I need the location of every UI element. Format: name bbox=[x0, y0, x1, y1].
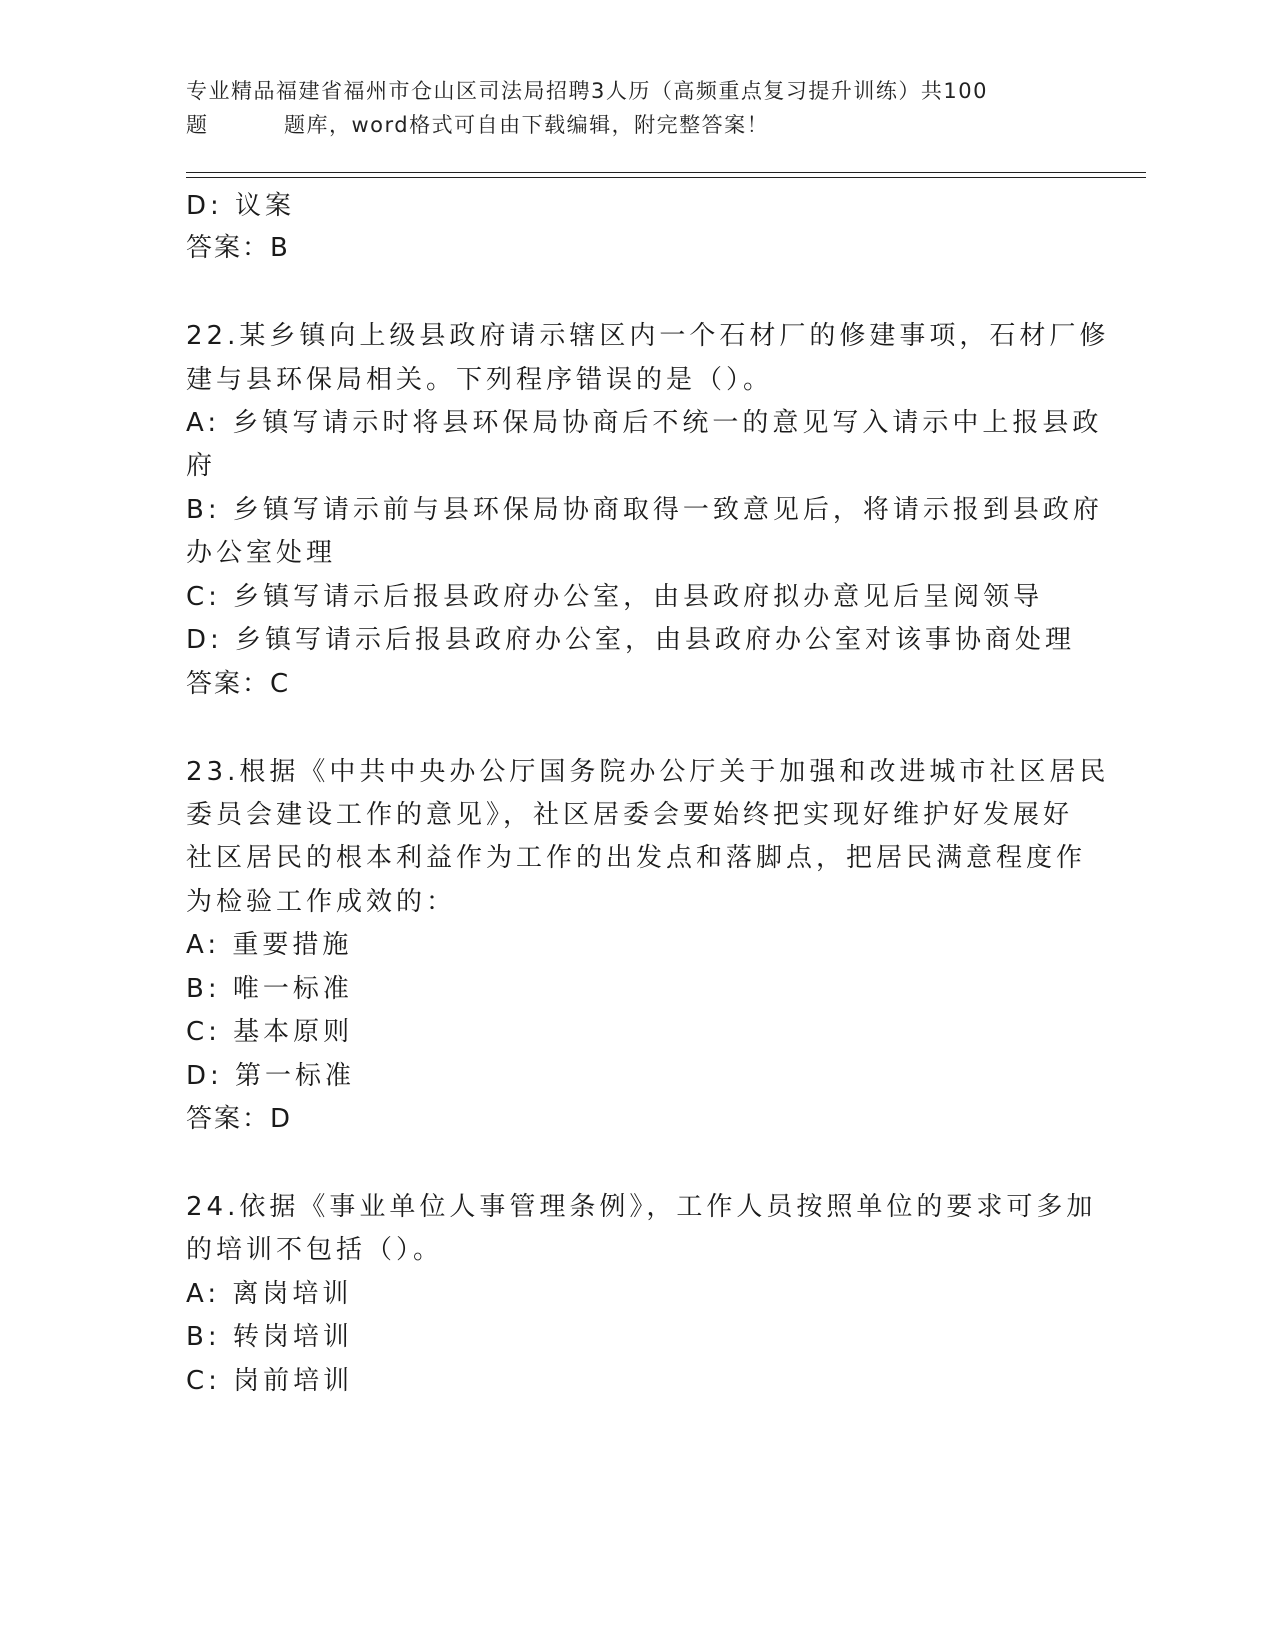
q24-option-a: A: 离岗培训 bbox=[186, 1279, 353, 1309]
q23-stem-line-2: 委员会建设工作的意见》，社区居委会要始终把实现好维护好发展好 bbox=[186, 800, 1074, 830]
header-rule-bottom bbox=[186, 177, 1146, 178]
header-subtitle-text: 题库，word格式可自由下载编辑，附完整答案！ bbox=[284, 113, 770, 137]
q22-option-b-line-1: B: 乡镇写请示前与县环保局协商取得一致意见后，将请示报到县政府 bbox=[186, 495, 1103, 525]
q23-option-d: D: 第一标准 bbox=[186, 1061, 356, 1091]
q22-option-c: C: 乡镇写请示后报县政府办公室，由县政府拟办意见后呈阅领导 bbox=[186, 582, 1044, 612]
q22-stem-line-1: 22.某乡镇向上级县政府请示辖区内一个石材厂的修建事项，石材厂修 bbox=[186, 321, 1110, 351]
header-title-line: 专业精品福建省福州市仓山区司法局招聘3人历（高频重点复习提升训练）共100 bbox=[186, 79, 988, 103]
q22-answer: 答案：C bbox=[186, 669, 291, 699]
q22-stem-line-2: 建与县环保局相关。下列程序错误的是（）。 bbox=[186, 365, 774, 395]
header-rule-top bbox=[186, 172, 1146, 173]
q24-option-b: B: 转岗培训 bbox=[186, 1322, 353, 1352]
q23-option-c: C: 基本原则 bbox=[186, 1017, 354, 1047]
q23-answer: 答案：D bbox=[186, 1104, 293, 1134]
header-subtitle-lead: 题 bbox=[186, 113, 209, 137]
q22-option-a-line-1: A: 乡镇写请示时将县环保局协商后不统一的意见写入请示中上报县政 bbox=[186, 408, 1103, 438]
q24-stem-line-1: 24.依据《事业单位人事管理条例》，工作人员按照单位的要求可多加 bbox=[186, 1192, 1097, 1222]
q23-stem-line-3: 社区居民的根本利益作为工作的出发点和落脚点，把居民满意程度作 bbox=[186, 843, 1087, 873]
q23-stem-line-1: 23.根据《中共中央办公厅国务院办公厅关于加强和改进城市社区居民 bbox=[186, 757, 1110, 787]
q24-stem-line-2: 的培训不包括（）。 bbox=[186, 1235, 444, 1265]
q22-option-a-line-2: 府 bbox=[186, 451, 217, 481]
q24-option-c: C: 岗前培训 bbox=[186, 1366, 354, 1396]
q23-option-b: B: 唯一标准 bbox=[186, 974, 353, 1004]
document-header bbox=[186, 74, 1086, 142]
prev-answer: 答案：B bbox=[186, 233, 290, 263]
prev-option-d: D: 议案 bbox=[186, 191, 296, 221]
q22-option-b-line-2: 办公室处理 bbox=[186, 538, 337, 568]
q23-stem-line-4: 为检验工作成效的： bbox=[186, 887, 457, 917]
header-subtitle-line bbox=[186, 108, 1086, 142]
q22-option-d: D: 乡镇写请示后报县政府办公室，由县政府办公室对该事协商处理 bbox=[186, 625, 1076, 655]
q23-option-a: A: 重要措施 bbox=[186, 930, 353, 960]
